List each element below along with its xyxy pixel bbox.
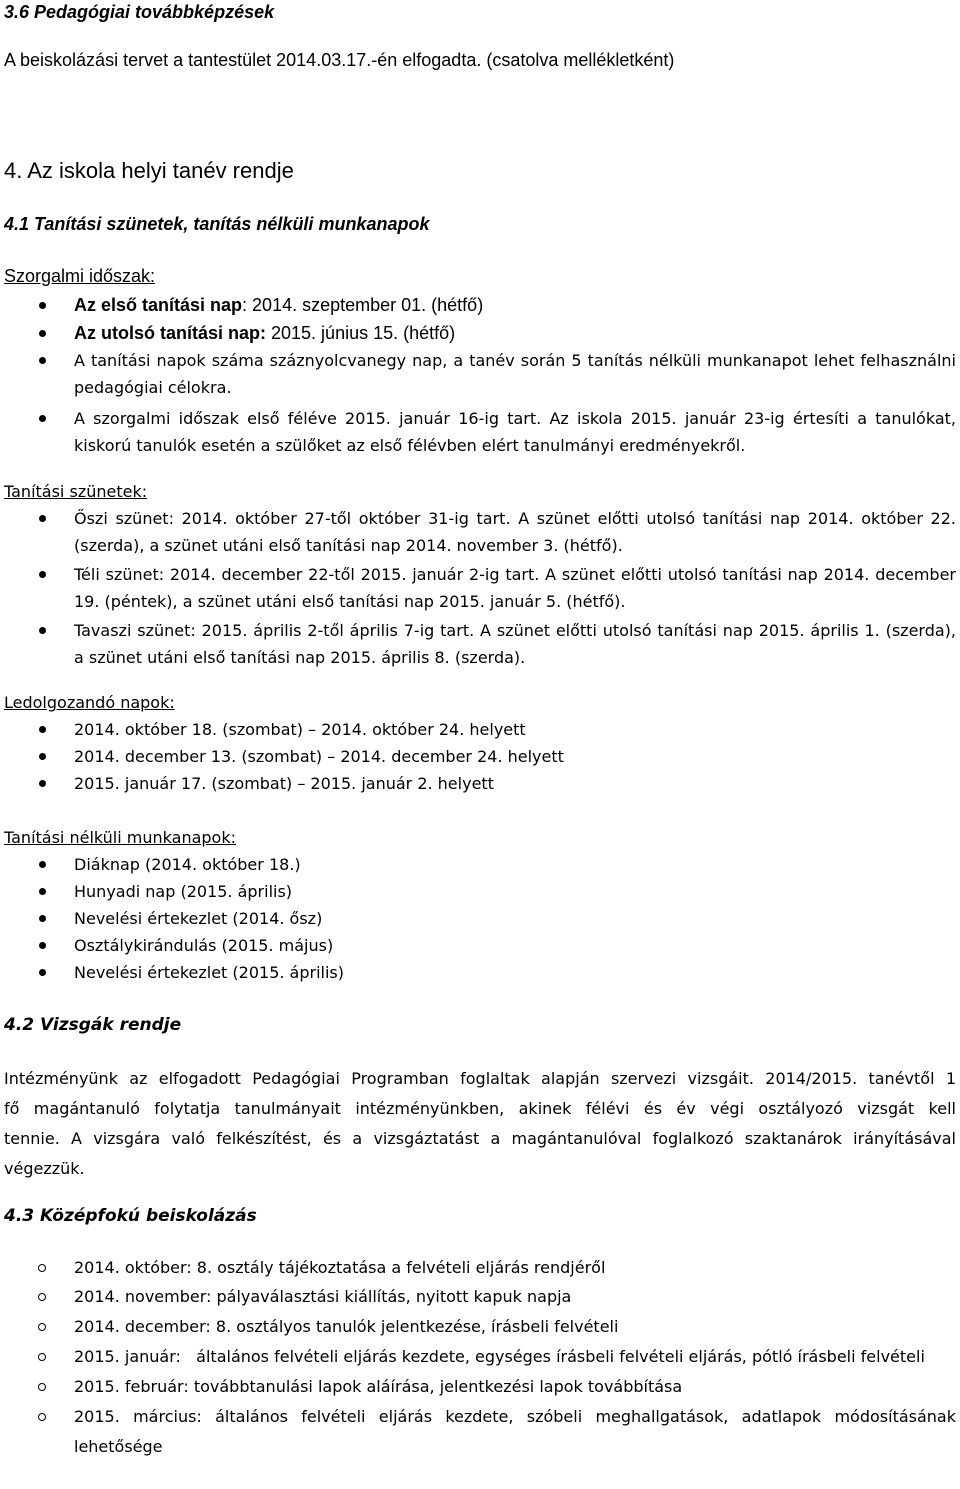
item-text: Diáknap (2014. október 18.) (74, 855, 301, 874)
bullet-icon (39, 969, 46, 976)
item-text: : 2014. szeptember 01. (hétfő) (242, 295, 484, 315)
list-item (4, 561, 956, 615)
bullet-icon (39, 302, 46, 309)
item-text: 2014. november: pályaválasztási kiállítás, nyitott kapuk napja (74, 1287, 572, 1306)
szunetek-list (4, 505, 956, 671)
item-text: A szorgalmi időszak első féléve 2015. január 16-ig tart. Az iskola 2015. január 23-ig értesíti a tanulókat, kiskorú tanulók esetén a szülőket az első félévben elért tanulmányi eredményekről. (74, 409, 956, 455)
szorgalmi-list (4, 291, 956, 459)
item-text: 2015. február: továbbtanulási lapok aláírása, jelentkezési lapok továbbítása (74, 1377, 683, 1396)
item-text: Osztálykirándulás (2015. május) (74, 936, 334, 955)
list-item (4, 405, 956, 459)
list-item (4, 291, 956, 319)
item-text: Nevelési értekezlet (2015. április) (74, 963, 344, 982)
list-item (4, 770, 956, 797)
section-heading-4-1: 4.1 Tanítási szünetek, tanítás nélküli munkanapok (4, 214, 430, 234)
ledolgozando-label: Ledolgozandó napok: (4, 693, 175, 712)
list-item (4, 319, 956, 347)
list-item (4, 347, 956, 401)
bullet-icon (39, 726, 46, 733)
bullet-icon (39, 861, 46, 868)
beiskolazas-list (4, 1253, 956, 1462)
circle-bullet-icon (38, 1264, 46, 1272)
paragraph-line: fő magántanuló folytatja tanulmányait intézményünkben, akinek félévi és év végi osztályozó vizsgát kell (4, 1099, 956, 1118)
circle-bullet-icon (38, 1353, 46, 1361)
circle-bullet-icon (38, 1383, 46, 1391)
section-heading-4-2: 4.2 Vizsgák rendje (4, 1015, 182, 1035)
item-text: 2015. március: általános felvételi eljárás kezdete, szóbeli meghallgatások, adatlapok módosításának lehetősége (74, 1407, 956, 1456)
chapter-heading-4: 4. Az iskola helyi tanév rendje (4, 158, 294, 183)
list-item (4, 1253, 956, 1282)
item-text: Tavaszi szünet: 2015. április 2-től április 7-ig tart. A szünet előtti utolsó tanítási nap 2015. április 1. (szerda), a szünet utáni első tanítási nap 2015. április 8. (szerda). (74, 621, 956, 667)
item-text: Hunyadi nap (2015. április) (74, 882, 293, 901)
item-text: Téli szünet: 2014. december 22-től 2015. január 2-ig tart. A szünet előtti utolsó tanítási nap 2014. december 19. (péntek), a szünet utáni első tanítási nap 2015. január 5. (hétfő). (74, 565, 956, 611)
list-item (4, 1312, 956, 1342)
list-item (4, 505, 956, 559)
bullet-icon (39, 515, 46, 522)
bullet-icon (39, 942, 46, 949)
item-text: Őszi szünet: 2014. október 27-től október 31-ig tart. A szünet előtti utolsó tanítási nap 2014. október 22. (szerda), a szünet utáni első tanítási nap 2014. november 3. (hétfő). (74, 509, 956, 555)
munkanapok-list (4, 851, 956, 986)
item-bold-label: Az első tanítási nap (74, 295, 243, 315)
munkanapok-label: Tanítási nélküli munkanapok: (4, 828, 236, 847)
item-text: 2014. december 13. (szombat) – 2014. december 24. helyett (74, 747, 564, 766)
szorgalmi-label: Szorgalmi időszak: (4, 266, 156, 286)
item-text: 2014. december: 8. osztályos tanulók jelentkezése, írásbeli felvételi (74, 1317, 619, 1336)
bullet-icon (39, 780, 46, 787)
section-4-2-paragraph (4, 1064, 956, 1184)
list-item (4, 1342, 956, 1372)
circle-bullet-icon (38, 1293, 46, 1301)
circle-bullet-icon (38, 1323, 46, 1331)
bullet-icon (39, 627, 46, 634)
bullet-icon (39, 888, 46, 895)
ledolgozando-list (4, 716, 956, 797)
list-item (4, 1282, 956, 1312)
item-text: 2015. június 15. (hétfő) (266, 323, 456, 343)
paragraph-line: tennie. A vizsgára való felkészítést, és a vizsgáztatást a magántanulóval foglalkozó szaktanárok irányításával (4, 1129, 956, 1148)
list-item (4, 851, 956, 878)
list-item (4, 1372, 956, 1402)
section-heading-3-6: 3.6 Pedagógiai továbbképzések (4, 2, 275, 22)
item-bold-label: Az utolsó tanítási nap: (74, 323, 267, 343)
list-item (4, 932, 956, 959)
list-item (4, 1402, 956, 1462)
item-text: 2014. október: 8. osztály tájékoztatása a felvételi eljárás rendjéről (74, 1258, 606, 1277)
item-text: 2015. január: általános felvételi eljárás kezdete, egységes írásbeli felvételi eljárás, pótló írásbeli felvételi (74, 1347, 925, 1366)
section-3-6-text: A beiskolázási tervet a tantestület 2014.03.17.-én elfogadta. (csatolva mellékletként) (4, 50, 675, 70)
bullet-icon (39, 753, 46, 760)
paragraph-line: Intézményünk az elfogadott Pedagógiai Programban foglaltak alapján szervezi vizsgáit. 2014/2015. tanévtől 1 (4, 1069, 956, 1088)
item-text: Nevelési értekezlet (2014. ősz) (74, 909, 323, 928)
list-item (4, 716, 956, 743)
bullet-icon (39, 330, 46, 337)
list-item (4, 617, 956, 671)
bullet-icon (39, 415, 46, 422)
list-item (4, 878, 956, 905)
item-text: 2015. január 17. (szombat) – 2015. január 2. helyett (74, 774, 494, 793)
bullet-icon (39, 357, 46, 364)
list-item (4, 959, 956, 986)
szunetek-label: Tanítási szünetek: (4, 482, 148, 501)
item-text: A tanítási napok száma száznyolcvanegy nap, a tanév során 5 tanítás nélküli munkanapot lehet felhasználni pedagógiai célokra. (74, 351, 956, 397)
bullet-icon (39, 915, 46, 922)
item-text: 2014. október 18. (szombat) – 2014. október 24. helyett (74, 720, 526, 739)
list-item (4, 743, 956, 770)
list-item (4, 905, 956, 932)
paragraph-line: végezzük. (4, 1159, 85, 1178)
circle-bullet-icon (38, 1413, 46, 1421)
bullet-icon (39, 571, 46, 578)
section-heading-4-3: 4.3 Középfokú beiskolázás (4, 1206, 257, 1226)
